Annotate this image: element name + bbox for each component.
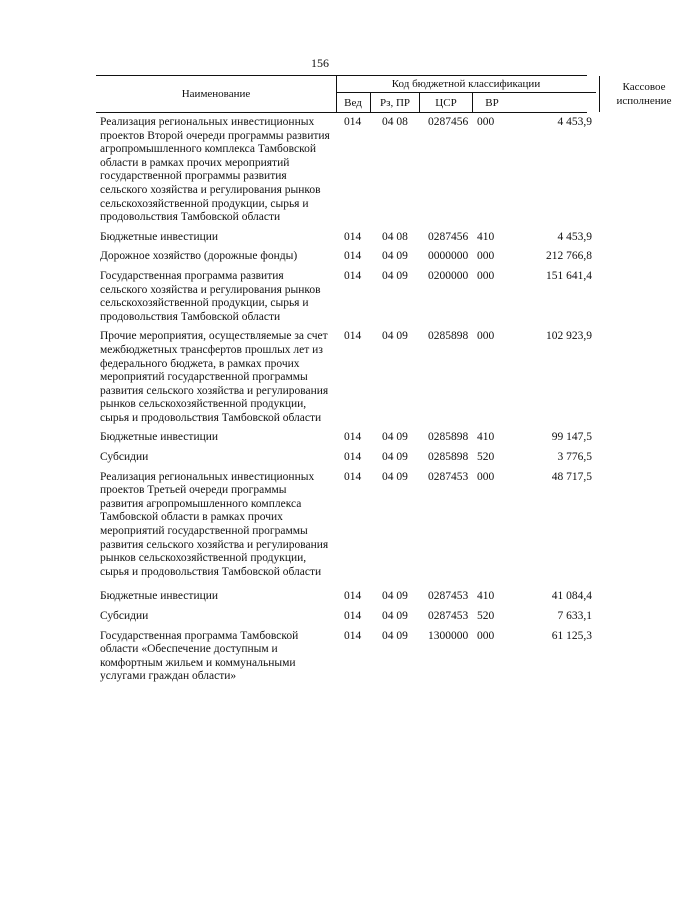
row-ved: 014	[344, 629, 362, 642]
row-ved: 014	[344, 250, 362, 263]
row-vr: 000	[477, 629, 495, 642]
header-rz-pr: Рз, ПР	[371, 93, 420, 112]
header-vr: ВР	[485, 96, 499, 109]
table-row	[100, 610, 592, 624]
table-row	[100, 630, 592, 684]
row-ved: 014	[344, 610, 362, 622]
table-row	[100, 471, 592, 580]
row-vr: 410	[477, 431, 495, 444]
table-header	[96, 75, 672, 113]
row-csr: 1300000	[428, 629, 469, 642]
row-csr: 0285898	[428, 451, 469, 464]
row-ved: 014	[344, 451, 362, 464]
row-rz-pr: 04 09	[382, 451, 408, 464]
table-body	[100, 116, 592, 684]
row-name: Бюджетные инвестиции	[100, 431, 219, 444]
row-ved: 014	[344, 470, 362, 483]
row-name: Бюджетные инвестиции	[100, 590, 219, 603]
row-amount: 41 084,4	[551, 590, 592, 603]
row-rz-pr: 04 09	[382, 250, 408, 263]
row-amount: 7 633,1	[557, 610, 592, 622]
row-csr: 0287453	[428, 470, 469, 483]
table-row	[100, 116, 592, 225]
table-row	[100, 451, 592, 465]
row-vr: 000	[477, 250, 495, 263]
table-row	[100, 431, 592, 445]
row-amount: 61 125,3	[551, 629, 592, 642]
row-csr: 0287456	[428, 116, 469, 128]
row-ved: 014	[344, 330, 362, 343]
row-vr: 410	[477, 230, 495, 243]
row-amount: 48 717,5	[551, 470, 592, 483]
row-vr: 000	[477, 269, 495, 282]
row-name: Реализация региональных инвестиционных проектов Третьей очереди программы развития агропромышленного комплекса Тамбовской области в рамках прочих мероприятий государственной программы развития сельского хозяйства и регулирования рынков сельскохозяйственной продукции, сырья и продовольствия Тамбовской области	[100, 470, 329, 578]
row-ved: 014	[344, 269, 362, 282]
row-vr: 410	[477, 590, 495, 603]
row-name: Государственная программа развития сельского хозяйства и регулирования рынков сельскохозяйственной продукции, сырья и продовольствия Тамбовской области	[100, 269, 321, 323]
row-ved: 014	[344, 431, 362, 444]
row-rz-pr: 04 09	[382, 629, 408, 642]
row-name: Субсидии	[100, 610, 149, 622]
header-code-group	[336, 76, 596, 112]
row-csr: 0285898	[428, 431, 469, 444]
row-csr: 0287453	[428, 590, 469, 603]
header-ved: Вед	[336, 93, 371, 112]
row-vr: 520	[477, 610, 495, 622]
row-rz-pr: 04 09	[382, 431, 408, 444]
row-rz-pr: 04 09	[382, 470, 408, 483]
row-amount: 4 453,9	[557, 116, 592, 128]
row-rz-pr: 04 08	[382, 230, 408, 243]
header-code-label: Код бюджетной классификации	[336, 76, 596, 93]
row-amount: 102 923,9	[546, 330, 592, 343]
table-row	[100, 330, 592, 425]
row-amount: 212 766,8	[546, 250, 592, 263]
row-rz-pr: 04 09	[382, 269, 408, 282]
header-csr: ЦСР	[420, 93, 473, 112]
row-csr: 0000000	[428, 250, 469, 263]
header-execution: Кассовое исполнение	[599, 76, 688, 112]
row-vr: 000	[477, 470, 495, 483]
row-name: Бюджетные инвестиции	[100, 230, 219, 243]
row-rz-pr: 04 09	[382, 610, 408, 622]
row-ved: 014	[344, 116, 362, 128]
row-name: Дорожное хозяйство (дорожные фонды)	[100, 250, 298, 263]
row-amount: 151 641,4	[546, 269, 592, 282]
row-rz-pr: 04 08	[382, 116, 408, 128]
row-amount: 4 453,9	[557, 230, 592, 243]
row-rz-pr: 04 09	[382, 590, 408, 603]
row-vr: 520	[477, 451, 495, 464]
row-amount: 99 147,5	[551, 431, 592, 444]
row-csr: 0200000	[428, 269, 469, 282]
page-number: 156	[311, 56, 329, 70]
row-ved: 014	[344, 230, 362, 243]
header-name: Наименование	[96, 76, 337, 112]
row-vr: 000	[477, 330, 495, 343]
table-row	[100, 270, 592, 324]
row-name: Государственная программа Тамбовской области «Обеспечение доступным и комфортным жильем и коммунальными услугами граждан области»	[100, 629, 299, 683]
row-vr: 000	[477, 116, 495, 128]
row-amount: 3 776,5	[557, 451, 592, 464]
row-csr: 0285898	[428, 330, 469, 343]
row-name: Прочие мероприятия, осуществляемые за счет межбюджетных трансфертов прошлых лет из федерального бюджета, в рамках прочих мероприятий государственной программы развития сельского хозяйства и регулирования рынков сельскохозяйственной продукции, сырья и продовольствия Тамбовской области	[100, 330, 329, 424]
row-name: Субсидии	[100, 451, 149, 464]
table-row	[100, 231, 592, 245]
row-csr: 0287453	[428, 610, 469, 622]
row-ved: 014	[344, 590, 362, 603]
row-csr: 0287456	[428, 230, 469, 243]
table-row	[100, 590, 592, 604]
row-rz-pr: 04 09	[382, 330, 408, 343]
row-name: Реализация региональных инвестиционных проектов Второй очереди программы развития агропромышленного комплекса Тамбовской области в рамках прочих мероприятий государственной программы развития сельского хозяйства и регулирования рынков сельскохозяйственной продукции, сырья и продовольствия Тамбовской области	[100, 116, 330, 224]
table-row	[100, 250, 592, 264]
